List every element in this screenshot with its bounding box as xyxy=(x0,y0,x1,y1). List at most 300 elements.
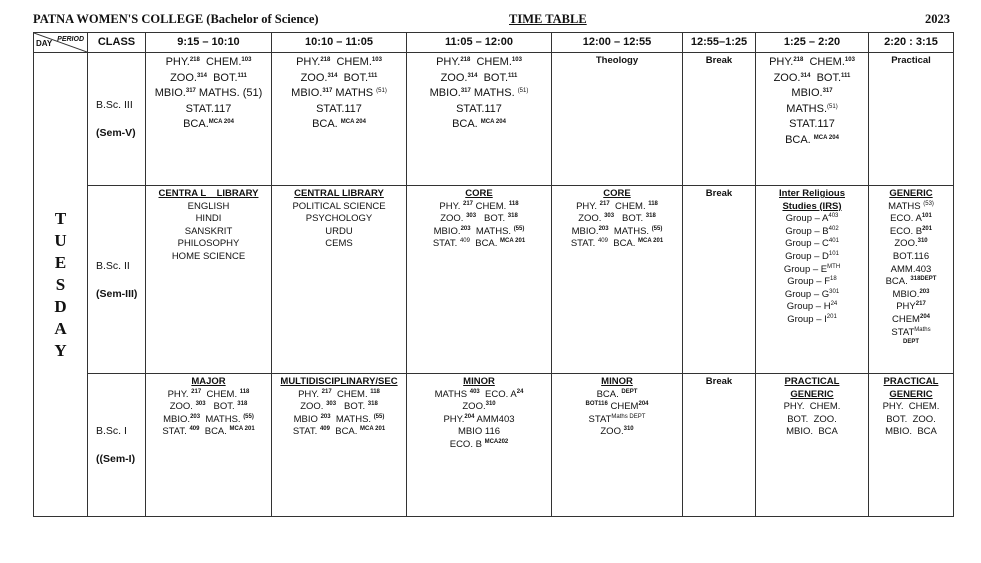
cell-line xyxy=(148,201,269,214)
cell-text: STAT xyxy=(588,413,612,425)
timetable-title: TIME TABLE xyxy=(509,12,587,26)
cell-text: CHEM. xyxy=(201,388,240,400)
cell-heading: CORE xyxy=(465,188,493,199)
cell-line xyxy=(758,376,866,389)
cell-line xyxy=(758,276,866,289)
room-superscript: MCA 201 xyxy=(360,426,386,433)
slot-cell xyxy=(407,186,552,374)
room-superscript: 218 xyxy=(320,57,331,63)
cell-line xyxy=(274,55,404,71)
cell-line xyxy=(871,327,951,340)
slot-cell xyxy=(272,374,407,517)
cell-text: BCA. xyxy=(329,426,361,438)
cell-text: ZOO. xyxy=(462,401,486,413)
cell-line xyxy=(871,339,951,352)
cell-text: ENGLISH xyxy=(187,200,230,212)
cell-text: PHY. xyxy=(436,56,461,68)
period-label: PERIOD xyxy=(57,36,84,43)
cell-text: BCA. xyxy=(785,133,814,146)
day-letter: U xyxy=(54,230,67,250)
cell-line xyxy=(409,439,549,452)
room-superscript: 118 xyxy=(370,388,380,395)
room-superscript: 318DEPT xyxy=(910,276,937,283)
cell-line xyxy=(871,426,951,439)
room-superscript: 310 xyxy=(623,426,634,433)
cell-text: BCA. xyxy=(596,388,622,400)
room-superscript: 409 xyxy=(319,426,330,433)
cell-line xyxy=(758,414,866,427)
room-superscript: 218 xyxy=(793,57,804,63)
room-superscript: 409 xyxy=(459,238,470,245)
cell-line xyxy=(148,414,269,427)
cell-line xyxy=(274,86,404,102)
cell-line xyxy=(758,102,866,118)
cell-heading: MINOR xyxy=(463,376,495,387)
room-superscript: 218 xyxy=(460,57,471,63)
cell-text: STAT.117 xyxy=(185,102,232,115)
room-superscript: 403 xyxy=(469,388,480,395)
cell-line xyxy=(758,117,866,133)
day-name-cell xyxy=(34,53,88,517)
cell-text: ZOO. xyxy=(300,401,327,413)
room-superscript: 303 xyxy=(195,401,206,408)
slot-header: 2:20 : 3:15 xyxy=(869,33,954,53)
cell-text: Break xyxy=(705,376,733,387)
cell-text: BOT. xyxy=(476,213,508,225)
cell-line xyxy=(148,188,269,201)
day-letter: A xyxy=(54,318,67,338)
cell-text: STAT.117 xyxy=(789,118,835,130)
cell-text: BCA. xyxy=(312,118,341,130)
room-superscript: 111 xyxy=(508,72,518,79)
cell-text: BCA. xyxy=(607,238,639,250)
cell-text: MBIO. xyxy=(433,225,461,237)
year-label: 2023 xyxy=(925,12,950,26)
room-superscript: 201 xyxy=(922,225,933,232)
cell-line xyxy=(758,201,866,214)
cell-text: CEMS xyxy=(325,238,353,250)
cell-line xyxy=(871,226,951,239)
room-superscript: 401 xyxy=(828,238,839,245)
cell-text: STAT.117 xyxy=(456,102,502,115)
cell-text: Practical xyxy=(891,55,931,66)
cell-text: MBIO. BCA xyxy=(885,426,937,438)
timetable-row xyxy=(34,374,954,517)
slot-cell xyxy=(146,186,272,374)
cell-line xyxy=(554,238,680,251)
cell-line xyxy=(685,188,753,201)
slot-cell xyxy=(683,186,756,374)
room-superscript: 314 xyxy=(467,72,478,79)
cell-line xyxy=(409,389,549,402)
class-cell xyxy=(88,53,146,186)
room-superscript: 203 xyxy=(598,225,609,232)
cell-text: ZOO. xyxy=(578,213,605,225)
cell-line xyxy=(554,226,680,239)
cell-text: MBIO. BCA xyxy=(786,426,838,438)
day-letter: Y xyxy=(54,340,67,360)
cell-line xyxy=(409,414,549,427)
cell-line xyxy=(758,238,866,251)
cell-text: HOME SCIENCE xyxy=(171,250,246,262)
cell-line xyxy=(758,401,866,414)
cell-line xyxy=(554,213,680,226)
cell-text: MATHS. xyxy=(786,102,828,115)
cell-text: MBIO. xyxy=(429,87,461,99)
room-superscript: 409 xyxy=(597,238,608,245)
room-superscript: MCA 201 xyxy=(229,426,255,433)
slot-cell xyxy=(407,374,552,517)
cell-line xyxy=(148,238,269,251)
room-superscript: 103 xyxy=(241,57,252,63)
cell-heading: CENTRA L LIBRARY xyxy=(158,188,259,199)
cell-text: ECO. A xyxy=(890,213,922,225)
semester-label: ((Sem-I) xyxy=(96,453,136,465)
slot-cell xyxy=(756,53,869,186)
room-superscript: (51) xyxy=(827,103,838,110)
cell-text: CHEM xyxy=(607,401,639,413)
room-superscript: 201 xyxy=(826,313,837,320)
room-superscript: 314 xyxy=(196,72,207,79)
cell-text: SANSKRIT xyxy=(184,225,233,237)
room-superscript: MCA 204 xyxy=(813,134,839,141)
cell-line xyxy=(148,102,269,118)
cell-text: MATHS. xyxy=(330,413,374,425)
room-superscript: 103 xyxy=(844,57,855,63)
cell-text: BOT.116 xyxy=(892,250,930,262)
room-superscript: 318 xyxy=(645,213,656,220)
cell-text: Group – I xyxy=(787,313,827,325)
room-superscript: 303 xyxy=(604,213,615,220)
cell-line xyxy=(758,71,866,87)
cell-text: HINDI xyxy=(195,213,222,225)
cell-text: MATHS xyxy=(434,388,470,400)
cell-line xyxy=(274,226,404,239)
room-superscript: 24 xyxy=(516,388,524,395)
cell-line xyxy=(758,86,866,102)
room-superscript: MCA 201 xyxy=(500,238,526,245)
room-superscript: 204 xyxy=(638,401,649,408)
cell-text: PHILOSOPHY xyxy=(177,238,240,250)
slot-cell xyxy=(552,186,683,374)
cell-text: MATHS. xyxy=(470,225,514,237)
day-letter: T xyxy=(54,208,67,228)
cell-line xyxy=(685,376,753,389)
cell-text: URDU xyxy=(325,225,353,237)
cell-text: MATHS. xyxy=(608,225,652,237)
cell-text: BCA. xyxy=(199,426,230,438)
cell-line xyxy=(409,426,549,439)
cell-heading: MULTIDISCIPLINARY/SEC xyxy=(280,376,398,387)
cell-line xyxy=(148,426,269,439)
room-superscript: 318 xyxy=(367,401,378,408)
period-day-corner xyxy=(34,33,88,53)
cell-text: Group – B xyxy=(785,225,829,237)
cell-line xyxy=(871,414,951,427)
college-title: PATNA WOMEN'S COLLEGE (Bachelor of Science) xyxy=(33,12,319,26)
room-superscript: 303 xyxy=(466,213,477,220)
slot-header: 12:55–1:25 xyxy=(683,33,756,53)
room-superscript: 402 xyxy=(828,225,839,232)
room-superscript: 204 xyxy=(919,313,930,320)
day-label: DAY xyxy=(36,39,53,49)
cell-text: CHEM. xyxy=(473,200,509,212)
cell-line xyxy=(274,71,404,87)
room-superscript: 217 xyxy=(191,388,202,395)
room-superscript: 310 xyxy=(917,238,928,245)
room-superscript: 111 xyxy=(841,72,851,79)
cell-line xyxy=(148,55,269,71)
cell-text: MBIO xyxy=(293,413,321,425)
cell-text: STAT.117 xyxy=(316,102,362,115)
slot-header: 11:05 – 12:00 xyxy=(407,33,552,53)
cell-text: ECO. B xyxy=(449,438,485,450)
cell-line xyxy=(274,401,404,414)
cell-heading: MINOR xyxy=(601,376,633,387)
slot-cell xyxy=(869,374,954,517)
cell-text: BOT. xyxy=(810,71,842,84)
cell-text: ECO. A xyxy=(479,388,517,400)
room-superscript: 317 xyxy=(460,88,471,94)
room-superscript: 203 xyxy=(190,413,201,420)
cell-line xyxy=(554,188,680,201)
cell-text: BCA. xyxy=(885,276,911,288)
cell-text: Group – A xyxy=(785,213,829,225)
cell-line xyxy=(758,426,866,439)
slot-cell xyxy=(756,186,869,374)
cell-text: PHY. CHEM. xyxy=(783,401,841,413)
slot-cell xyxy=(272,186,407,374)
cell-line xyxy=(758,213,866,226)
cell-line xyxy=(274,414,404,427)
room-superscript: MCA 204 xyxy=(480,119,506,125)
cell-heading: GENERIC xyxy=(889,388,933,400)
cell-line xyxy=(409,238,549,251)
cell-line xyxy=(871,201,951,214)
room-superscript: 118 xyxy=(508,200,519,207)
cell-text: ZOO. xyxy=(169,401,196,413)
slot-cell xyxy=(407,53,552,186)
room-superscript: 318 xyxy=(237,401,248,408)
cell-line xyxy=(871,55,951,68)
cell-text: PSYCHOLOGY xyxy=(305,213,373,225)
room-superscript: 217 xyxy=(463,200,474,207)
cell-line xyxy=(274,426,404,439)
room-superscript: DEPT xyxy=(902,339,919,346)
cell-text: POLITICAL SCIENCE xyxy=(292,200,386,212)
cell-line xyxy=(274,102,404,118)
cell-line xyxy=(685,55,753,68)
document-header xyxy=(33,12,958,30)
cell-line xyxy=(274,238,404,251)
cell-text: MBIO. xyxy=(791,87,823,99)
cell-line xyxy=(758,133,866,149)
room-superscript: MCA 204 xyxy=(208,119,234,125)
room-superscript: 103 xyxy=(511,57,522,63)
cell-line xyxy=(758,314,866,327)
cell-line xyxy=(274,389,404,402)
room-superscript: (55) xyxy=(243,413,254,420)
room-superscript: 118 xyxy=(239,388,250,395)
class-header: CLASS xyxy=(88,33,146,53)
cell-line xyxy=(758,264,866,277)
class-name: B.Sc. III xyxy=(96,99,133,111)
cell-heading: PRACTICAL xyxy=(883,376,939,387)
cell-line xyxy=(871,188,951,201)
cell-line xyxy=(274,201,404,214)
room-superscript: 303 xyxy=(326,401,337,408)
room-superscript: 204 xyxy=(464,413,475,420)
cell-text: BOT. xyxy=(336,401,368,413)
cell-line xyxy=(274,117,404,133)
room-superscript: 101 xyxy=(828,250,839,257)
cell-line xyxy=(871,289,951,302)
cell-heading: GENERIC xyxy=(889,188,933,199)
cell-line xyxy=(554,401,680,414)
cell-text: Break xyxy=(705,55,733,66)
cell-line xyxy=(148,389,269,402)
room-superscript: 217 xyxy=(599,200,610,207)
cell-text: PHY. xyxy=(167,388,192,400)
cell-text: ZOO. xyxy=(773,71,801,84)
cell-text: CHEM. xyxy=(330,56,372,68)
cell-line xyxy=(409,213,549,226)
cell-text: PHY. xyxy=(298,388,322,400)
cell-line xyxy=(871,314,951,327)
cell-line xyxy=(148,226,269,239)
cell-text: CHEM xyxy=(892,313,920,325)
cell-line xyxy=(148,71,269,87)
cell-text: MBIO. xyxy=(571,225,599,237)
cell-text: AMM.403 xyxy=(890,263,932,275)
cell-text: PHY. xyxy=(165,56,190,68)
room-superscript: 203 xyxy=(919,288,930,295)
cell-line xyxy=(148,213,269,226)
cell-heading: Inter Religious xyxy=(779,188,845,199)
cell-line xyxy=(554,55,680,68)
cell-line xyxy=(758,188,866,201)
cell-text: BCA. xyxy=(469,238,501,250)
cell-text: MATHS xyxy=(888,200,924,212)
room-superscript: 103 xyxy=(371,57,382,63)
cell-line xyxy=(148,86,269,102)
day-letter: S xyxy=(55,274,66,294)
cell-line xyxy=(148,401,269,414)
room-superscript: Maths DEPT xyxy=(611,413,646,420)
room-superscript: 301 xyxy=(829,288,840,295)
cell-heading: GENERIC xyxy=(790,388,834,400)
cell-line xyxy=(274,213,404,226)
cell-text: CHEM. xyxy=(470,56,512,68)
cell-text: CHEM. xyxy=(609,200,649,212)
cell-text: Theology xyxy=(595,55,639,66)
cell-line xyxy=(409,55,549,71)
slot-header: 12:00 – 12:55 xyxy=(552,33,683,53)
room-superscript: 203 xyxy=(460,225,471,232)
cell-text: ZOO. xyxy=(170,71,197,84)
cell-line xyxy=(871,376,951,389)
room-superscript: Maths xyxy=(914,326,931,333)
slot-cell xyxy=(146,374,272,517)
cell-line xyxy=(148,251,269,264)
room-superscript: DEPT xyxy=(621,388,638,395)
slot-cell xyxy=(146,53,272,186)
cell-text: MATHS. xyxy=(470,87,518,99)
cell-text: ZOO. xyxy=(440,71,468,84)
cell-text: MATHS xyxy=(332,87,377,99)
class-cell xyxy=(88,374,146,517)
room-superscript: 409 xyxy=(189,426,200,433)
cell-line xyxy=(409,71,549,87)
cell-text: Group – E xyxy=(783,263,828,275)
timetable-grid xyxy=(33,32,954,517)
cell-text: PHY. xyxy=(439,200,463,212)
room-superscript: 111 xyxy=(237,72,247,79)
cell-line xyxy=(758,289,866,302)
room-superscript: 217 xyxy=(321,388,332,395)
cell-text: ECO. B xyxy=(889,225,923,237)
semester-label: (Sem-III) xyxy=(96,287,138,300)
day-letter: E xyxy=(54,252,67,272)
cell-text: Group – D xyxy=(785,250,829,262)
cell-text: PHY. xyxy=(769,56,794,68)
cell-text: MATHS. (51) xyxy=(195,87,263,99)
slot-header: 9:15 – 10:10 xyxy=(146,33,272,53)
cell-line xyxy=(409,102,549,118)
cell-line xyxy=(554,389,680,402)
slot-cell xyxy=(869,186,954,374)
slot-header: 10:10 – 11:05 xyxy=(272,33,407,53)
cell-text: CHEM. xyxy=(199,56,242,68)
room-superscript: 317 xyxy=(322,88,333,94)
cell-text: BOT. xyxy=(337,71,369,84)
cell-text: STAT. xyxy=(432,238,460,250)
slot-cell xyxy=(552,374,683,517)
cell-text: BOT. xyxy=(205,401,238,413)
cell-text: STAT. xyxy=(570,238,598,250)
room-superscript: MTH xyxy=(827,263,841,270)
cell-text: MATHS. xyxy=(200,413,244,425)
room-superscript: 111 xyxy=(368,72,378,79)
slot-cell xyxy=(869,53,954,186)
cell-line xyxy=(758,55,866,71)
cell-text: Group – G xyxy=(784,288,830,300)
cell-text: BOT. ZOO. xyxy=(886,413,936,425)
timetable-row xyxy=(34,53,954,186)
cell-text: Break xyxy=(705,188,733,199)
slot-cell xyxy=(552,53,683,186)
cell-line xyxy=(274,376,404,389)
cell-line xyxy=(148,117,269,133)
cell-text: PHY xyxy=(896,301,916,313)
cell-text: STAT. xyxy=(162,426,190,438)
room-superscript: MCA202 xyxy=(484,438,509,445)
cell-line xyxy=(871,251,951,264)
cell-text: BCA. xyxy=(452,118,481,130)
cell-text: MBIO. xyxy=(892,288,920,300)
cell-line xyxy=(148,376,269,389)
room-superscript: 310 xyxy=(485,401,496,408)
cell-text: MBIO 116 xyxy=(457,426,501,438)
cell-text: BOT. xyxy=(614,213,646,225)
slot-cell xyxy=(756,374,869,517)
cell-line xyxy=(409,86,549,102)
slot-cell xyxy=(683,374,756,517)
cell-text: ZOO. xyxy=(600,426,624,438)
cell-text: BCA. xyxy=(183,118,209,130)
slot-cell xyxy=(683,53,756,186)
cell-line xyxy=(871,389,951,402)
